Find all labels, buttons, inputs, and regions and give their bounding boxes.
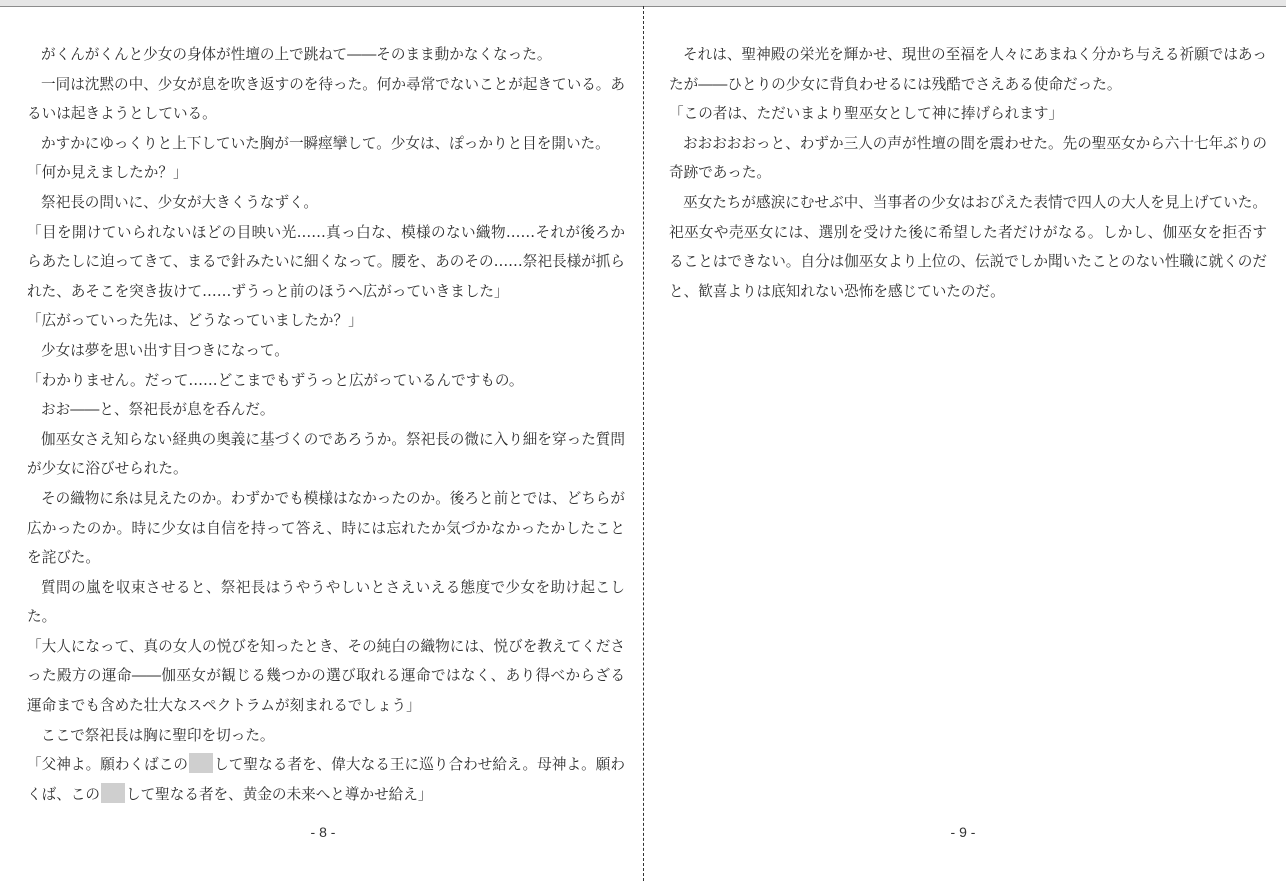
prayer-text: して聖なる者を、偉大なる王に巡り合わせ給え。母神よ。願わくば、この — [27, 756, 625, 803]
dialogue-line: 「広がっていった先は、どうなっていましたか？」 — [27, 312, 363, 330]
paragraph: 祭祀長の問いに、少女が大きくうなずく。 — [41, 193, 318, 211]
dialogue-line: 「何か見えましたか？」 — [27, 164, 188, 182]
redaction-block — [101, 783, 125, 803]
paragraph: 一同は沈黙の中、少女が息を吹き返すのを待った。何か尋常でないことが起きている。あるいは起きようとしている。 — [27, 75, 625, 123]
page-spread-divider — [643, 6, 644, 881]
prayer-dialogue — [27, 750, 625, 809]
page-left — [27, 40, 625, 809]
paragraph: 少女は夢を思い出す目つきになって。 — [41, 341, 289, 359]
page-number-right: - 9 - — [950, 824, 976, 840]
redaction-block — [189, 753, 213, 773]
dialogue-line: 「わかりません。だって……どこまでもずうっと広がっているんですもの。 — [27, 371, 524, 389]
paragraph: それは、聖神殿の栄光を輝かせ、現世の至福を人々にあまねく分かち与える祈願ではあったが――ひとりの少女に背負わせるには残酷でさえある使命だった。 — [669, 46, 1267, 93]
paragraph: 質問の嵐を収束させると、祭祀長はうやうやしいとさえいえる態度で少女を助け起こした。 — [27, 578, 625, 626]
paragraph: ここで祭祀長は胸に聖印を切った。 — [41, 726, 275, 744]
prayer-text: 「父神よ。願わくばこの — [27, 756, 189, 774]
paragraph: おおおおおっと、わずか三人の声が性壇の間を震わせた。先の聖巫女から六十七年ぶりの奇跡であった。 — [669, 134, 1267, 182]
paragraph: 伽巫女さえ知らない経典の奥義に基づくのであろうか。祭祀長の微に入り細を穿った質問が少女に浴びせられた。 — [27, 430, 625, 478]
dialogue-line: 「目を開けていられないほどの目映い光……真っ白な、模様のない織物……それが後ろからあたしに迫ってきて、まるで針みたいに細くなって。腰を、あのその……祭祀長様が抓られた、あそこを突き抜けて……ずうっと前のほうへ広がっていきました」 — [27, 223, 625, 300]
dialogue-line: 「この者は、ただいまより聖巫女として神に捧げられます」 — [669, 105, 1064, 123]
page-number-left: - 8 - — [310, 824, 336, 840]
paragraph: かすかにゆっくりと上下していた胸が一瞬痙攣して。少女は、ぽっかりと目を開いた。 — [41, 134, 610, 152]
prayer-text: して聖なる者を、黄金の未来へと導かせ給え」 — [125, 785, 433, 803]
dialogue-line: 「大人になって、真の女人の悦びを知ったとき、その純白の織物には、悦びを教えてくださった殿方の運命――伽巫女が観じる幾つかの選び取れる運命ではなく、あり得べからざる運命までも含めた壮大なスペクトラムが刻まれるでしょう」 — [27, 637, 625, 715]
page-right — [669, 40, 1267, 306]
paragraph: がくんがくんと少女の身体が性壇の上で跳ねて――そのまま動かなくなった。 — [41, 46, 552, 63]
paragraph: おお――と、祭祀長が息を呑んだ。 — [41, 401, 275, 419]
paragraph: その織物に糸は見えたのか。わずかでも模様はなかったのか。後ろと前とでは、どちらが広かったのか。時に少女は自信を持って答え、時には忘れたか気づかなかったかしたことを詫びた。 — [27, 489, 625, 567]
paragraph: 巫女たちが感涙にむせぶ中、当事者の少女はおびえた表情で四人の大人を見上げていた。祀巫女や売巫女には、選別を受けた後に希望した者だけがなる。しかし、伽巫女を拒否することはできない。自分は伽巫女より上位の、伝説でしか聞いたことのない性職に就くのだと、歓喜よりは底知れない恐怖を感じていたのだ。 — [669, 193, 1267, 300]
